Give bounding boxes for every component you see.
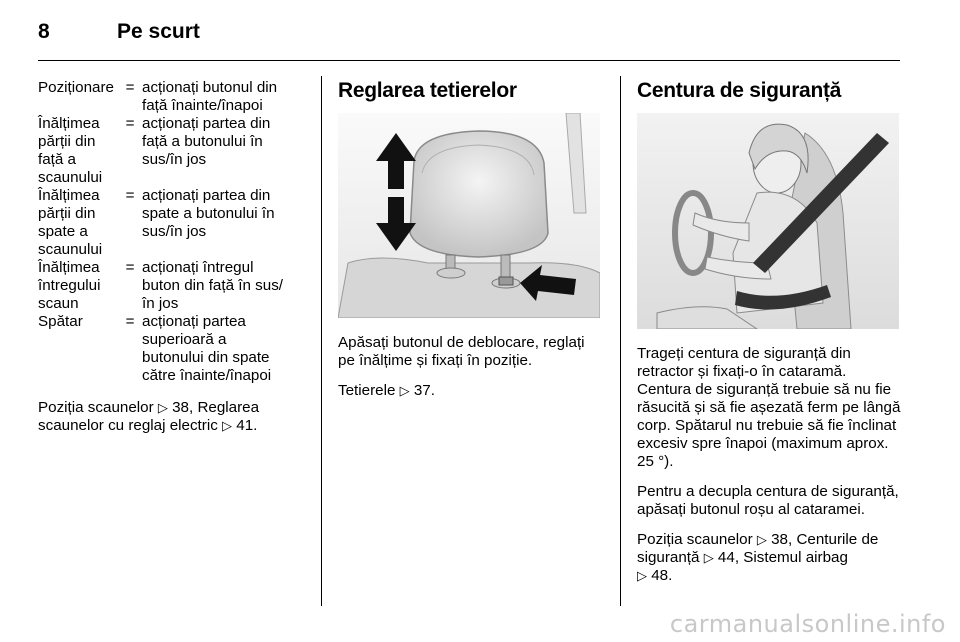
table-row xyxy=(38,79,290,115)
table-row xyxy=(38,115,290,187)
equals-sign: = xyxy=(125,79,135,96)
header-rule xyxy=(38,60,900,61)
chapter-title: Pe scurt xyxy=(117,20,200,43)
right-column xyxy=(637,79,902,597)
headrest-instructions: Apăsați butonul de deblocare, reglați pe înălțime și fixați în poziție. xyxy=(338,334,585,369)
cross-reference: Tetierele ▷ 37. xyxy=(338,382,435,399)
equals-sign: = xyxy=(125,259,135,276)
seat-adjustment-table xyxy=(38,79,290,385)
equals-sign: = xyxy=(125,115,135,132)
cross-reference: Poziția scaunelor ▷ 38, Reglarea scaunelor cu reglaj electric ▷ 41. xyxy=(38,399,260,434)
definition: acționați partea superioară a butonului din spate către înainte/înapoi xyxy=(142,313,272,384)
term: Înălțimea întregului scaun xyxy=(38,259,101,312)
left-column xyxy=(38,79,308,447)
headrest-illustration xyxy=(338,113,600,318)
seatbelt-instructions: Trageți centura de siguranță din retractor și fixați-o în cataramă. Centura de siguranță trebuie să nu fie răsucită și să fie așezată ferm pe lângă corp. Spătarul nu trebuie să fie înclinat excesiv spre înapoi (maximum aprox. 25 °). xyxy=(637,345,901,470)
definition: acționați partea din față a butonului în sus/în jos xyxy=(142,115,271,168)
seatbelt-release: Pentru a decupla centura de siguranță, apăsați butonul roșu al cataramei. xyxy=(637,483,899,518)
term: Înălțimea părții din față a scaunului xyxy=(38,115,103,186)
column-divider-1 xyxy=(321,76,322,606)
middle-column xyxy=(338,79,603,412)
page-ref-icon: ▷ xyxy=(637,568,647,583)
term: Înălțimea părții din spate a scaunului xyxy=(38,187,103,258)
page-number: 8 xyxy=(38,20,50,43)
page-ref-icon: ▷ xyxy=(157,400,168,415)
definition: acționați partea din spate a butonului în sus/în jos xyxy=(142,187,275,240)
page-ref-icon: ▷ xyxy=(756,532,767,547)
equals-sign: = xyxy=(125,313,135,330)
definition: acționați butonul din față înainte/înapoi xyxy=(142,79,278,114)
section-title-seatbelt: Centura de siguranță xyxy=(637,79,842,102)
watermark: carmanualsonline.info xyxy=(669,610,946,638)
page-ref-icon: ▷ xyxy=(399,383,410,398)
column-divider-2 xyxy=(620,76,621,606)
seatbelt-illustration xyxy=(637,113,899,329)
section-title-headrest: Reglarea tetierelor xyxy=(338,79,517,102)
table-row xyxy=(38,187,290,259)
term: Poziționare xyxy=(38,79,114,96)
cross-reference: Poziția scaunelor ▷ 38, Centurile de siguranță ▷ 44, Sistemul airbag ▷ 48. xyxy=(637,531,879,584)
page-ref-icon: ▷ xyxy=(703,550,714,565)
table-row xyxy=(38,259,290,313)
definition: acționați întregul buton din față în sus/în jos xyxy=(142,259,284,312)
equals-sign: = xyxy=(125,187,135,204)
table-row xyxy=(38,313,290,385)
page-ref-icon: ▷ xyxy=(222,418,233,433)
term: Spătar xyxy=(38,313,83,330)
